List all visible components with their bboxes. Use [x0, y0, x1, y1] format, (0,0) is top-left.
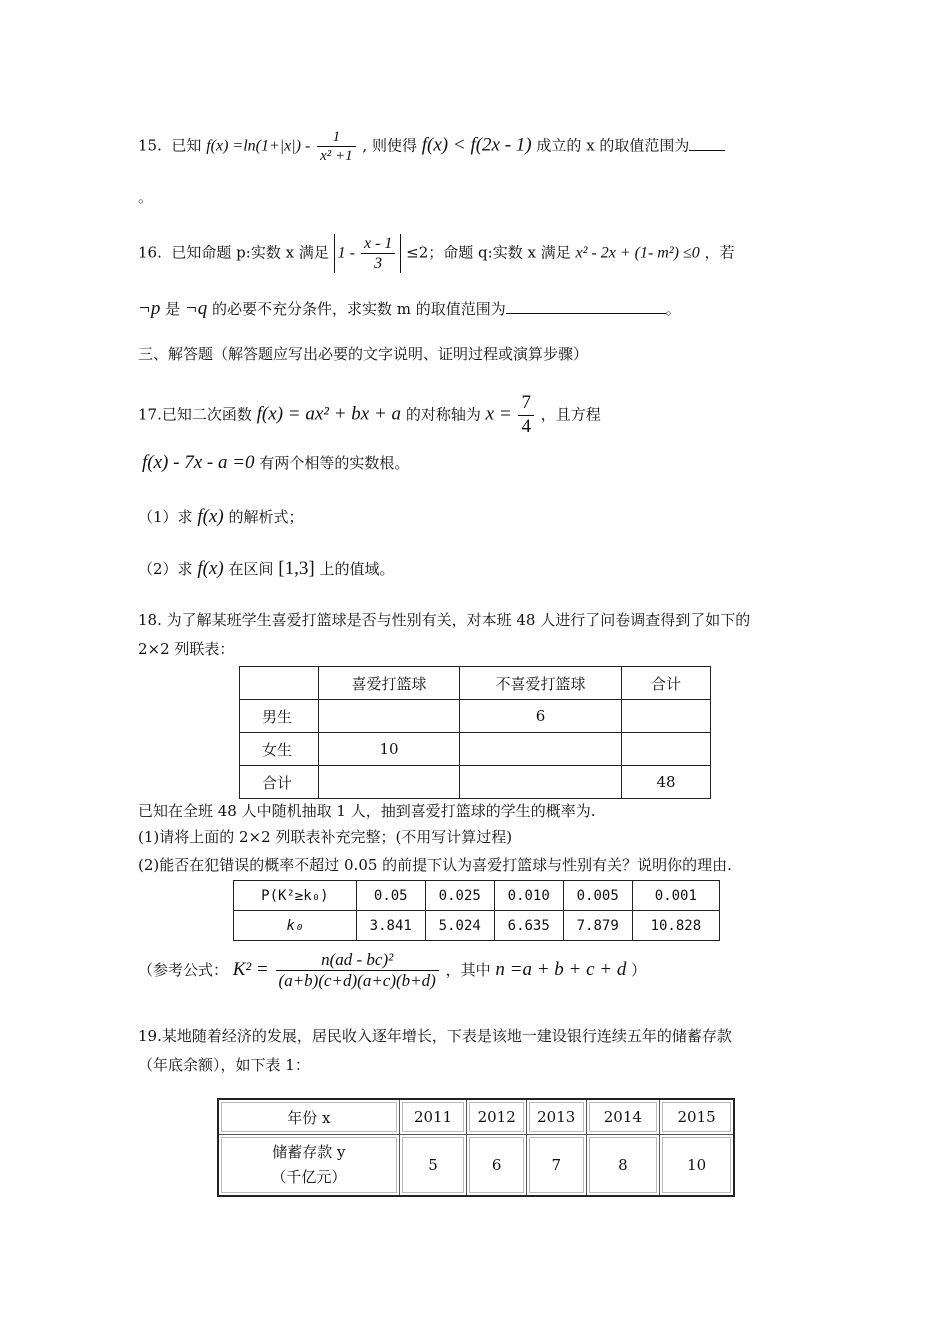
- math-expression: f(x): [197, 558, 224, 579]
- question-text: （1）求: [138, 508, 193, 526]
- table-row: [234, 911, 720, 941]
- table-cell: [460, 733, 622, 766]
- question-text: （2）求: [138, 560, 193, 578]
- answer-blank: [689, 136, 725, 151]
- question-text: ）: [631, 960, 647, 979]
- table-cell: [319, 700, 460, 733]
- math-expression: x² - 2x + (1- m²) ≤0: [575, 244, 700, 262]
- math-expression: f(x) =ln(1+|x|) -: [206, 137, 311, 155]
- table-header-cell: 不喜爱打篮球: [460, 667, 622, 700]
- table-header-cell: 0.010: [494, 881, 563, 911]
- question-text: ，且方程: [540, 405, 601, 424]
- table-header-cell: 合计: [622, 667, 711, 700]
- table-cell: 3.841: [356, 911, 425, 941]
- question-text: 是: [165, 300, 181, 318]
- table-cell: 男生: [240, 700, 319, 733]
- math-expression: x =: [485, 403, 512, 425]
- absolute-value: [334, 234, 402, 273]
- fraction-denominator: x² +1: [320, 148, 353, 164]
- fraction-numerator: 1: [317, 128, 356, 147]
- question-19-line: 19.某地随着经济的发展，居民收入逐年增长，下表是该地一建设银行连续五年的储蓄存款: [138, 1027, 732, 1045]
- fraction: [361, 234, 395, 273]
- math-expression: ¬p: [138, 298, 161, 319]
- fraction-numerator: 7: [518, 392, 534, 416]
- contingency-table: [239, 666, 711, 799]
- table-cell: 10: [319, 733, 460, 766]
- math-expression: f(x) < f(2x - 1): [421, 134, 532, 156]
- critical-value-table: [233, 880, 720, 941]
- question-text: 的对称轴为: [405, 405, 481, 424]
- table-cell: 5.024: [425, 911, 494, 941]
- question-18-part-2: (2)能否在犯错误的概率不超过 0.05 的前提下认为喜爱打篮球与性别有关？说明你的理由.: [138, 856, 732, 874]
- math-expression: ¬q: [184, 298, 208, 319]
- fraction-denominator: 4: [521, 415, 531, 437]
- table-cell: [319, 766, 460, 799]
- table-cell: 6: [467, 1135, 527, 1197]
- question-17-part-1: [138, 506, 304, 529]
- table-header-cell: 2011: [399, 1099, 467, 1135]
- question-number: 16.: [138, 243, 162, 262]
- table-cell: k₀: [234, 911, 357, 941]
- question-text: 的必要不充分条件，求实数 m 的取值范围为: [212, 300, 506, 318]
- question-text: 在区间: [228, 560, 274, 578]
- question-17-line: [138, 392, 601, 439]
- question-text: , 则使得: [362, 136, 417, 155]
- question-15-tail: 。: [138, 188, 154, 206]
- fraction-numerator: n(ad - bc)²: [276, 950, 439, 971]
- table-cell: 10.828: [632, 911, 719, 941]
- savings-table: [217, 1098, 735, 1197]
- question-16-line-2: [138, 298, 681, 321]
- table-row: [240, 766, 711, 799]
- fraction: [317, 128, 356, 165]
- question-text: 有两个相等的实数根。: [259, 454, 410, 472]
- table-header-cell: 2012: [467, 1099, 527, 1135]
- question-text: （参考公式：: [138, 960, 229, 979]
- table-row: [240, 667, 711, 700]
- table-header-cell: 2013: [526, 1099, 586, 1135]
- question-text: 已知命题 p:实数 x 满足: [171, 243, 329, 262]
- table-header-cell: P(K²≥k₀): [234, 881, 357, 911]
- table-cell: 8: [586, 1135, 660, 1197]
- question-19-line-2: （年底余额），如下表 1：: [138, 1056, 310, 1074]
- math-expression: n =a + b + c + d: [495, 958, 627, 980]
- fraction: [518, 392, 534, 439]
- table-header-cell: 年份 x: [218, 1099, 399, 1135]
- question-text: 。: [665, 300, 681, 318]
- table-cell: 7.879: [563, 911, 632, 941]
- question-17-equation: [142, 452, 409, 475]
- question-18-part-1: (1)请将上面的 2×2 列联表补充完整；(不用写计算过程): [138, 828, 513, 846]
- question-text: ≤2；命题 q:实数 x 满足: [406, 243, 571, 262]
- table-header-cell: [240, 667, 319, 700]
- table-row: [234, 881, 720, 911]
- table-cell: 6.635: [494, 911, 563, 941]
- section-heading: 三、解答题（解答题应写出必要的文字说明、证明过程或演算步骤）: [138, 345, 589, 363]
- table-header-cell: 0.005: [563, 881, 632, 911]
- math-expression: f(x): [197, 506, 224, 527]
- table-header-cell: 0.025: [425, 881, 494, 911]
- table-cell: 合计: [240, 766, 319, 799]
- question-text: 成立的 x 的取值范围为: [536, 136, 690, 155]
- table-cell: 10: [660, 1135, 734, 1197]
- table-cell: 6: [460, 700, 622, 733]
- question-18-line-2: 2×2 列联表：: [138, 640, 235, 658]
- question-number: 17.: [138, 405, 162, 424]
- row-label-unit: （千亿元）: [271, 1168, 347, 1186]
- table-cell: [218, 1135, 399, 1197]
- fraction-denominator: (a+b)(c+d)(a+c)(b+d): [278, 971, 436, 991]
- fraction: [276, 950, 439, 992]
- table-row: [218, 1135, 734, 1197]
- question-18-text: 已知在全班 48 人中随机抽取 1 人，抽到喜爱打篮球的学生的概率为.: [138, 802, 596, 820]
- fraction-numerator: x - 1: [361, 234, 395, 254]
- table-cell: 48: [622, 766, 711, 799]
- math-expression: [1,3]: [278, 558, 315, 579]
- question-text: 已知: [171, 136, 202, 155]
- table-cell: 女生: [240, 733, 319, 766]
- question-18-line: 18. 为了解某班学生喜爱打篮球是否与性别有关，对本班 48 人进行了问卷调查得到了如下的: [138, 611, 751, 629]
- table-cell: 5: [399, 1135, 467, 1197]
- question-16-line: [138, 234, 735, 273]
- question-text: 已知二次函数: [161, 405, 252, 424]
- table-header-cell: 喜爱打篮球: [319, 667, 460, 700]
- table-header-cell: 0.05: [356, 881, 425, 911]
- table-cell: [622, 733, 711, 766]
- table-header-cell: 2015: [660, 1099, 734, 1135]
- math-expression: K² =: [232, 958, 269, 980]
- table-cell: [460, 766, 622, 799]
- question-17-part-2: [138, 558, 394, 581]
- table-row: [240, 700, 711, 733]
- question-text: ，其中: [445, 960, 491, 979]
- row-label: 储蓄存款 y: [272, 1142, 346, 1161]
- question-text: ，若: [704, 243, 735, 262]
- question-number: 15.: [138, 136, 162, 155]
- question-text: 的解析式；: [228, 508, 304, 526]
- math-expression: f(x) - 7x - a =0: [142, 452, 255, 473]
- table-header-cell: 0.001: [632, 881, 719, 911]
- table-cell: 7: [526, 1135, 586, 1197]
- answer-blank: [506, 299, 666, 314]
- math-expression: 1 -: [337, 244, 355, 262]
- table-row: [218, 1099, 734, 1135]
- fraction-denominator: 3: [374, 255, 383, 273]
- question-15-line: [138, 128, 725, 165]
- table-header-cell: 2014: [586, 1099, 660, 1135]
- math-expression: f(x) = ax² + bx + a: [256, 403, 402, 425]
- reference-formula: [138, 950, 646, 992]
- table-row: [240, 733, 711, 766]
- table-cell: [622, 700, 711, 733]
- question-text: 上的值域。: [319, 560, 395, 578]
